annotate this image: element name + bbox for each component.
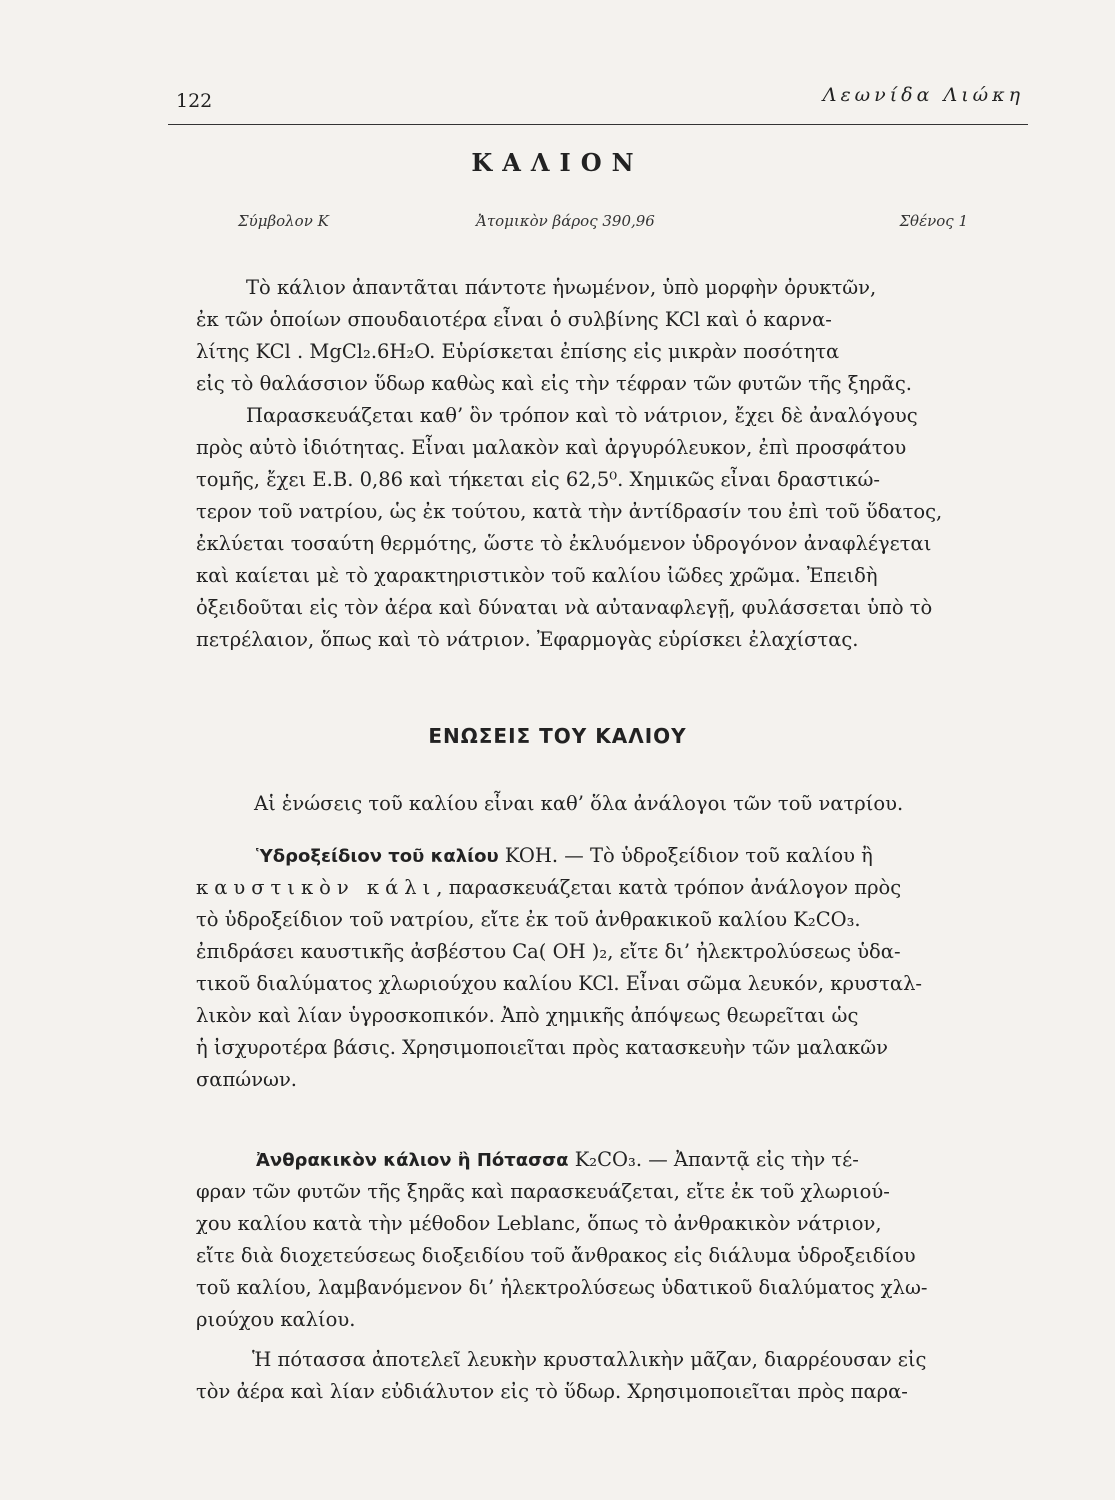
carbonate-formula: K₂CO₃. — Ἀπαντᾷ εἰς τὴν τέ- [568,1148,859,1171]
text-line: φραν τῶν φυτῶν τῆς ξηρᾶς καὶ παρασκευάζεται, εἴτε ἐκ τοῦ χλωριού- [196,1180,890,1203]
second-paragraph-start [246,400,1026,432]
potash-paragraph-start [252,1344,1026,1376]
text-line: χου καλίου κατὰ τὴν μέθοδον Leblanc, ὅπως τὸ ἀνθρακικὸν νάτριον, [196,1212,882,1235]
intro-paragraph [246,272,1026,304]
caustic-potash-term: καυστικὸν κάλι [196,876,437,899]
text-line: πρὸς αὐτὸ ἰδιότητας. Εἶναι μαλακὸν καὶ ἀργυρόλευκον, ἐπὶ προσφάτου [196,436,907,459]
text-line: τοῦ καλίου, λαμβανόμενον δι’ ἠλεκτρολύσεως ὑδατικοῦ διαλύματος χλω- [196,1276,928,1299]
hydroxide-heading-line [256,840,1026,872]
text-line: ἐκλύεται τοσαύτη θερμότης, ὥστε τὸ ἐκλυόμενον ὑδρογόνον ἀναφλέγεται [196,532,932,555]
text-line: ὀξειδοῦται εἰς τὸν ἀέρα καὶ δύναται νὰ αὐταναφλεγῇ, φυλάσσεται ὑπὸ τὸ [196,596,933,619]
text-line: τερον τοῦ νατρίου, ὡς ἐκ τούτου, κατὰ τὴν ἀντίδρασίν του ἐπὶ τοῦ ὕδατος, [196,500,943,523]
potash-paragraph-body [196,1376,1026,1408]
text-line: σαπώνων. [196,1068,298,1091]
hydroxide-heading: Ὑδροξείδιον τοῦ καλίου [256,846,499,867]
header-rule [168,124,1028,125]
text-line: λικὸν καὶ λίαν ὑγροσκοπικόν. Ἀπὸ χημικῆς ἀπόψεως θεωρεῖται ὡς [196,1004,859,1027]
text-line: Τὸ κάλιον ἀπαντᾶται πάντοτε ἡνωμένον, ὑπὸ μορφὴν ὀρυκτῶν, [246,276,877,299]
text-line: καὶ καίεται μὲ τὸ χαρακτηριστικὸν τοῦ καλίου ἰῶδες χρῶμα. Ἐπειδὴ [196,564,878,587]
text-line: ριούχου καλίου. [196,1308,356,1331]
text-line: πετρέλαιον, ὅπως καὶ τὸ νάτριον. Ἐφαρμογὰς εὑρίσκει ἐλαχίστας. [196,628,859,651]
text-line: Αἱ ἑνώσεις τοῦ καλίου εἶναι καθ’ ὅλα ἀνάλογοι τῶν τοῦ νατρίου. [254,792,904,815]
carbonate-paragraph [196,1176,1026,1336]
text-line: τὸν ἀέρα καὶ λίαν εὐδιάλυτον εἰς τὸ ὕδωρ. Χρησιμοποιεῖται πρὸς παρα- [196,1380,908,1403]
carbonate-heading-line [256,1144,1026,1176]
carbonate-heading: Ἀνθρακικὸν κάλιον ἢ Πότασσα [256,1150,569,1171]
element-meta [238,212,968,240]
text-line: ἡ ἰσχυροτέρα βάσις. Χρησιμοποιεῖται πρὸς κατασκευὴν τῶν μαλακῶν [196,1036,888,1059]
text-line: τὸ ὑδροξείδιον τοῦ νατρίου, εἴτε ἐκ τοῦ ἀνθρακικοῦ καλίου K₂CO₃. [196,908,861,931]
page-header [168,84,1028,124]
text-line: εἰς τὸ θαλάσσιον ὕδωρ καθὼς καὶ εἰς τὴν τέφραν τῶν φυτῶν τῆς ξηρᾶς. [196,372,912,395]
atomic-weight: Ἀτομικὸν βάρος 390,96 [476,212,655,230]
running-head: Λεωνίδα Λιώκη [822,84,1024,106]
chapter-title: ΚΑΛΙΟΝ [471,148,644,177]
text-line: τικοῦ διαλύματος χλωριούχου καλίου KCl. Εἶναι σῶμα λευκόν, κρυσταλ- [196,972,923,995]
section-title: ΕΝΩΣΕΙΣ ΤΟΥ ΚΑΛΙΟΥ [428,724,687,748]
hydroxide-formula: KOH. — Τὸ ὑδροξείδιον τοῦ καλίου ἢ [498,844,873,867]
section-intro [254,788,1026,820]
element-symbol: Σύμβολον Κ [238,212,329,230]
text-line: εἴτε διὰ διοχετεύσεως διοξειδίου τοῦ ἄνθρακος εἰς διάλυμα ὑδροξειδίου [196,1244,916,1267]
text-line: Παρασκευάζεται καθ’ ὃν τρόπον καὶ τὸ νάτριον, ἔχει δὲ ἀναλόγους [246,404,918,427]
text-line: ἐπιδράσει καυστικῆς ἀσβέστου Ca( OH )₂, εἴτε δι’ ἠλεκτρολύσεως ὑδα- [196,940,901,963]
text-fragment: , παρασκευάζεται κατὰ τρόπον ἀνάλογον πρὸς [436,876,902,899]
second-paragraph-body [196,432,1026,656]
text-line: λίτης KCl . MgCl₂.6H₂O. Εὑρίσκεται ἐπίσης εἰς μικρὰν ποσότητα [196,340,840,363]
intro-paragraph-body [196,304,1026,400]
text-line: Ἡ πότασσα ἀποτελεῖ λευκὴν κρυσταλλικὴν μᾶζαν, διαρρέουσαν εἰς [252,1348,927,1371]
text-line: τομῆς, ἔχει Ε.Β. 0,86 καὶ τήκεται εἰς 62,5⁰. Χημικῶς εἶναι δραστικώ- [196,468,880,491]
hydroxide-paragraph [196,872,1026,1096]
text-line: ἐκ τῶν ὁποίων σπουδαιοτέρα εἶναι ὁ συλβίνης KCl καὶ ὁ καρνα- [196,308,832,331]
page-number: 122 [176,90,213,112]
valence: Σθένος 1 [899,212,968,230]
